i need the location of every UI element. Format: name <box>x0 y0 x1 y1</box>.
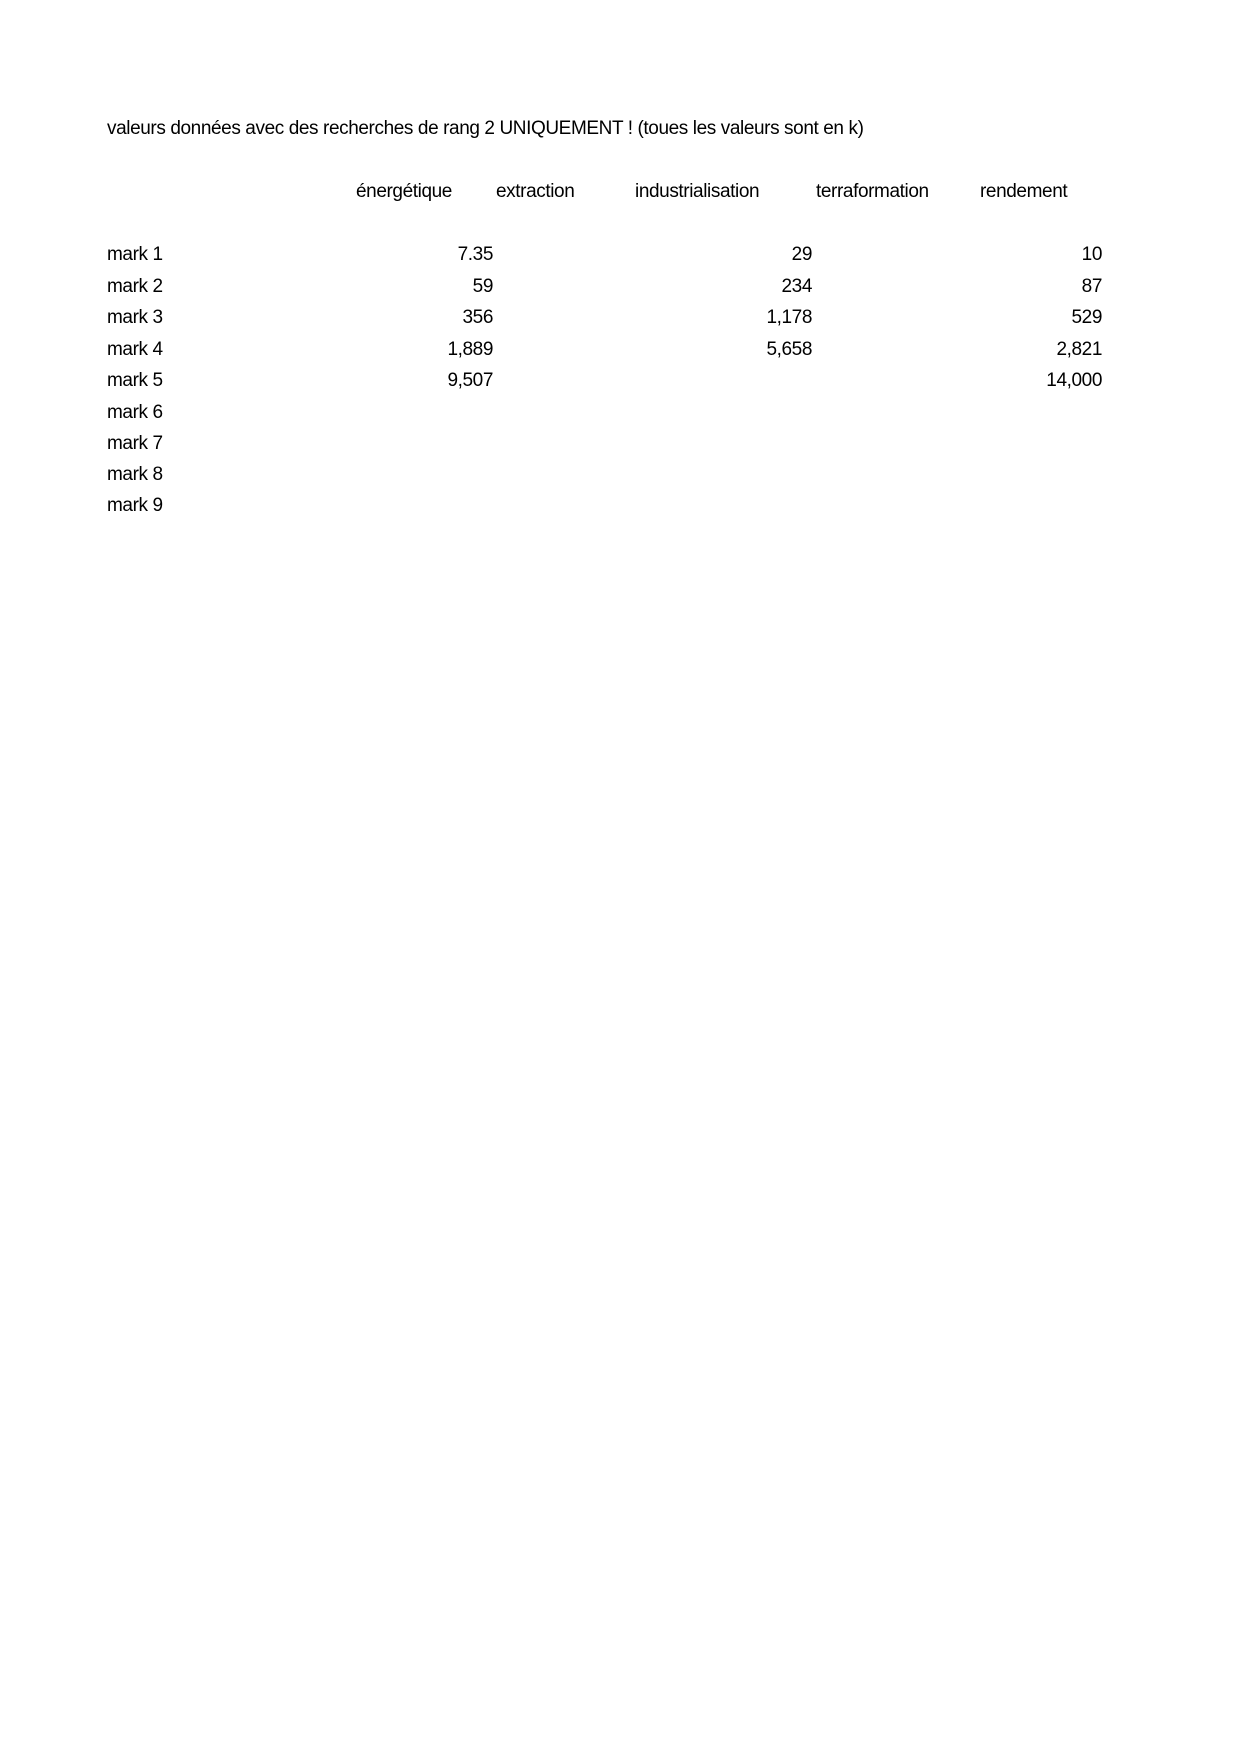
row-label: mark 1 <box>107 244 163 265</box>
column-header-extraction: extraction <box>496 181 575 202</box>
row-label: mark 6 <box>107 402 163 423</box>
cell-industrialisation: 29 <box>791 244 812 265</box>
cell-rendement: 10 <box>1081 244 1102 265</box>
cell-energetique: 356 <box>462 307 493 328</box>
column-header-terraformation: terraformation <box>816 181 929 202</box>
row-label: mark 9 <box>107 495 163 516</box>
cell-energetique: 7.35 <box>457 244 493 265</box>
cell-industrialisation: 1,178 <box>766 307 812 328</box>
row-label: mark 3 <box>107 307 163 328</box>
cell-energetique: 1,889 <box>447 339 493 360</box>
cell-energetique: 9,507 <box>447 370 493 391</box>
row-label: mark 5 <box>107 370 163 391</box>
cell-industrialisation: 234 <box>781 276 812 297</box>
row-label: mark 2 <box>107 276 163 297</box>
document-title: valeurs données avec des recherches de rang 2 UNIQUEMENT ! (toues les valeurs sont en k) <box>107 118 864 139</box>
column-header-rendement: rendement <box>980 181 1068 202</box>
cell-industrialisation: 5,658 <box>766 339 812 360</box>
cell-rendement: 87 <box>1081 276 1102 297</box>
column-header-industrialisation: industrialisation <box>635 181 760 202</box>
cell-rendement: 2,821 <box>1056 339 1102 360</box>
row-label: mark 7 <box>107 433 163 454</box>
row-label: mark 8 <box>107 464 163 485</box>
column-header-energetique: énergétique <box>356 181 452 202</box>
row-label: mark 4 <box>107 339 163 360</box>
cell-rendement: 14,000 <box>1046 370 1102 391</box>
cell-energetique: 59 <box>472 276 493 297</box>
cell-rendement: 529 <box>1071 307 1102 328</box>
